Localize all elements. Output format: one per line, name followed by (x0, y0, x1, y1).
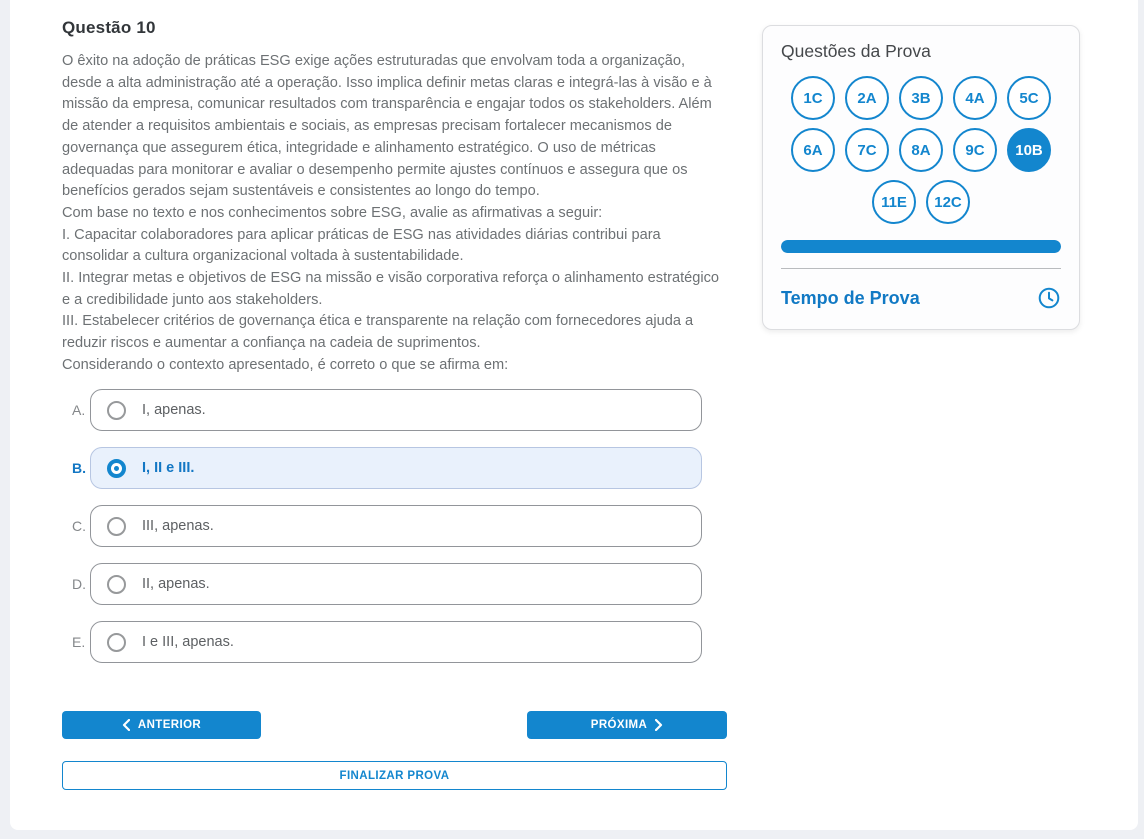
question-badge-3[interactable]: 3B (899, 76, 943, 120)
option-a (62, 389, 702, 431)
options-list (62, 389, 702, 679)
divider (781, 268, 1061, 269)
radio-icon[interactable] (107, 459, 126, 478)
option-e-letter: E. (72, 634, 86, 650)
option-c-text: III, apenas. (142, 518, 214, 534)
next-button[interactable] (527, 711, 727, 739)
exam-questions-panel (762, 25, 1080, 330)
previous-button[interactable] (62, 711, 261, 739)
exam-timer (781, 286, 1061, 310)
option-b-text: I, II e III. (142, 460, 195, 476)
option-d-box[interactable] (90, 563, 702, 605)
option-a-text: I, apenas. (142, 402, 206, 418)
badge-row-2 (781, 128, 1061, 172)
option-b-letter: B. (72, 460, 86, 476)
option-c-letter: C. (72, 518, 86, 534)
previous-button-label: ANTERIOR (137, 719, 202, 731)
option-a-letter: A. (72, 402, 86, 418)
radio-icon[interactable] (107, 517, 126, 536)
option-e (62, 621, 702, 663)
question-title: Questão 10 (62, 18, 156, 37)
option-e-text: I e III, apenas. (142, 634, 234, 650)
radio-icon[interactable] (107, 401, 126, 420)
question-badge-9[interactable]: 9C (953, 128, 997, 172)
question-badge-2[interactable]: 2A (845, 76, 889, 120)
radio-icon[interactable] (107, 575, 126, 594)
option-d-letter: D. (72, 576, 86, 592)
badge-row-3 (781, 180, 1061, 224)
option-a-box[interactable] (90, 389, 702, 431)
option-e-box[interactable] (90, 621, 702, 663)
question-instruction: Com base no texto e nos conhecimentos sobre ESG, avalie as afirmativas a seguir: (62, 204, 603, 221)
progress-fill (781, 240, 1061, 253)
chevron-right-icon (655, 719, 663, 731)
finish-exam-button[interactable] (62, 761, 727, 790)
question-badge-7[interactable]: 7C (845, 128, 889, 172)
question-badge-11[interactable]: 11E (872, 180, 916, 224)
affirmative-1: I. Capacitar colaboradores para aplicar práticas de ESG nas atividades diárias contribui para consolidar a cultura organizacional voltada à sustentabilidade. (62, 226, 661, 265)
radio-icon[interactable] (107, 633, 126, 652)
exam-timer-label: Tempo de Prova (781, 287, 920, 308)
question-statement: O êxito na adoção de práticas ESG exige ações estruturadas que envolvam toda a organização, desde a alta administração até a operação. Isso implica definir metas claras e integrá-las à visão e à missão da empresa, comunicar resultados com transparência e engajar todos os stakeholders. Além de atender a requisitos ambientais e sociais, as empresas precisam fortalecer mecanismos de governança que assegurem ética, integridade e alinhamento estratégico. O uso de métricas adequadas para monitorar e avaliar o desempenho permite ajustes contínuos e assegura que os benefícios gerados sejam sustentáveis e consistentes ao longo do tempo. (62, 53, 712, 200)
chevron-left-icon (122, 719, 130, 731)
question-badge-4[interactable]: 4A (953, 76, 997, 120)
question-badge-1[interactable]: 1C (791, 76, 835, 120)
badge-row-1 (781, 76, 1061, 120)
option-d (62, 563, 702, 605)
exam-progress-bar (781, 240, 1061, 253)
question-prompt: Considerando o contexto apresentado, é correto o que se afirma em: (62, 356, 509, 373)
option-b (62, 447, 702, 489)
question-badge-8[interactable]: 8A (899, 128, 943, 172)
question-badge-10[interactable]: 10B (1007, 128, 1051, 172)
next-button-label: PRÓXIMA (590, 719, 648, 731)
finish-exam-button-label: FINALIZAR PROVA (339, 769, 450, 782)
option-c (62, 505, 702, 547)
affirmative-3: III. Estabelecer critérios de governança ética e transparente na relação com fornecedores ajuda a reduzir riscos e aumentar a confiança na cadeia de suprimentos. (62, 313, 694, 352)
question-text (62, 51, 728, 377)
clock-icon (1037, 286, 1061, 310)
question-badge-5[interactable]: 5C (1007, 76, 1051, 120)
option-d-text: II, apenas. (142, 576, 210, 592)
option-b-box[interactable] (90, 447, 702, 489)
affirmative-2: II. Integrar metas e objetivos de ESG na missão e visão corporativa reforça o alinhamento estratégico e a credibilidade junto aos stakeholders. (62, 270, 720, 308)
question-badge-6[interactable]: 6A (791, 128, 835, 172)
question-badge-12[interactable]: 12C (926, 180, 970, 224)
exam-questions-title: Questões da Prova (781, 41, 931, 61)
option-c-box[interactable] (90, 505, 702, 547)
